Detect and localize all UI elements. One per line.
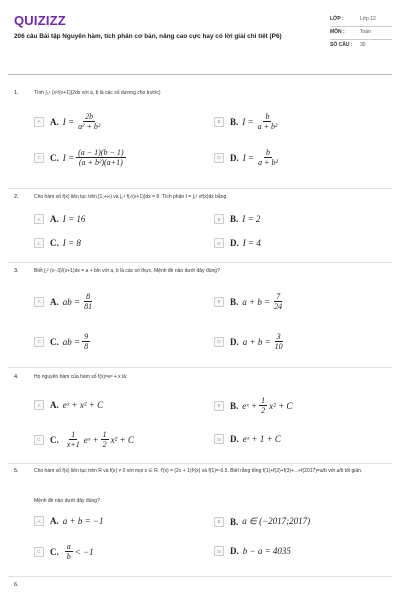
math-lhs: ab = xyxy=(62,296,81,307)
math-post: x² + C xyxy=(269,400,293,411)
option-math xyxy=(63,148,128,167)
option-box[interactable]: D xyxy=(214,337,224,347)
document-title: 206 câu Bài tập Nguyên hàm, tích phân cơ bản, nâng cao cực hay có lời giải chi tiết (P6) xyxy=(14,33,282,40)
option-box[interactable]: D xyxy=(214,434,224,444)
denominator: a + b² xyxy=(257,122,278,131)
fraction xyxy=(256,148,280,167)
denominator: 81 xyxy=(84,302,93,311)
option-b[interactable] xyxy=(214,396,292,415)
math-lhs: I = xyxy=(62,116,75,127)
denominator: b xyxy=(66,552,71,561)
fraction xyxy=(65,542,73,561)
option-box[interactable]: B xyxy=(214,401,224,411)
option-label: A. xyxy=(50,400,59,410)
denominator: 10 xyxy=(274,342,283,351)
option-d[interactable] xyxy=(214,434,281,444)
option-label: B. xyxy=(230,516,239,527)
math-post-2: x² + C xyxy=(110,434,134,445)
option-math: eˣ + x² + C xyxy=(62,400,104,410)
question-divider xyxy=(8,576,392,577)
option-box[interactable]: A xyxy=(34,214,44,224)
fraction xyxy=(82,332,90,351)
option-box[interactable]: C xyxy=(34,435,44,445)
option-math: I = 2 xyxy=(242,214,261,224)
fraction xyxy=(65,430,82,449)
option-a[interactable] xyxy=(34,400,103,410)
question-number: 4. xyxy=(14,374,19,380)
numerator: 9 xyxy=(84,332,89,341)
math-lhs: a + b = xyxy=(242,336,271,347)
fraction-2 xyxy=(101,430,109,449)
question-number: 5. xyxy=(14,468,19,474)
fraction xyxy=(256,112,280,131)
option-box[interactable]: A xyxy=(34,400,44,410)
option-box[interactable]: B xyxy=(214,117,224,127)
option-box[interactable]: C xyxy=(34,238,44,248)
option-label: A. xyxy=(50,516,59,526)
option-label: A. xyxy=(50,214,59,224)
class-label: LỚP : xyxy=(330,16,344,22)
option-math xyxy=(63,332,92,351)
option-box[interactable]: B xyxy=(214,297,224,307)
numerator: 8 xyxy=(86,292,91,301)
question-divider xyxy=(8,188,392,189)
denominator: 2 xyxy=(261,406,266,415)
option-math xyxy=(63,430,134,449)
option-label: D. xyxy=(230,336,239,347)
option-label: C. xyxy=(50,546,59,557)
option-c[interactable] xyxy=(34,542,94,561)
option-box[interactable]: A xyxy=(34,297,44,307)
question-text: Cho hàm số f(x) liên tục trên [1;+∞) và ∫₀³ f(√(x+1))dx = 8. Tích phân I = ∫₁² xf(x)dx bằng xyxy=(34,194,227,200)
question-text: Biết ∫₁² (x−3)/(x+1)dx = a + bln với a, b là các số thực. Mệnh đề nào dưới đây đúng? xyxy=(34,268,220,274)
question-text: Tính ∫₀¹ (x²/(x+1))2dx với a, b là các số dương cho trước) xyxy=(34,90,161,96)
denominator: 8 xyxy=(84,342,89,351)
math-lhs: I = xyxy=(242,116,254,127)
option-label: C. xyxy=(50,336,59,347)
numerator: (a − 1)(b − 1) xyxy=(78,148,124,157)
question-text: Họ nguyên hàm của hàm số f(x)=eˣ + x là: xyxy=(34,374,128,380)
fraction xyxy=(273,332,285,351)
option-label: D. xyxy=(230,434,239,444)
option-math xyxy=(242,292,286,311)
subject-value: Toán xyxy=(360,29,371,35)
numerator: b xyxy=(265,112,270,121)
option-c[interactable] xyxy=(34,238,81,248)
option-box[interactable]: D xyxy=(214,546,224,556)
option-box[interactable]: C xyxy=(34,153,44,163)
option-math: b − a = 4035 xyxy=(242,546,291,556)
option-math: I = 8 xyxy=(62,238,81,248)
question-divider xyxy=(8,367,392,368)
option-label: D. xyxy=(230,546,239,556)
question-number: 2. xyxy=(14,194,19,200)
quizizz-logo[interactable]: QUIZIZZ xyxy=(14,13,66,28)
option-box[interactable]: C xyxy=(34,547,44,557)
option-label: C. xyxy=(50,152,59,163)
option-math: I = 4 xyxy=(242,238,261,248)
option-d[interactable] xyxy=(214,238,261,248)
header-divider xyxy=(8,74,392,75)
option-math xyxy=(63,292,96,311)
option-math xyxy=(242,112,281,131)
option-box[interactable]: B xyxy=(214,517,224,527)
question-5 xyxy=(14,468,392,576)
option-math xyxy=(242,396,292,415)
option-a[interactable] xyxy=(34,292,96,311)
option-math: eˣ + 1 + C xyxy=(242,434,281,444)
meta-box xyxy=(330,14,392,52)
option-math: I = 16 xyxy=(62,214,86,224)
numerator: 7 xyxy=(276,292,281,301)
question-2 xyxy=(14,194,392,264)
option-label: C. xyxy=(50,434,59,445)
math-lhs: I = xyxy=(62,152,75,163)
numerator: 1 xyxy=(102,430,107,439)
denominator: x+1 xyxy=(66,440,80,449)
option-b[interactable] xyxy=(214,214,260,224)
denominator: (a + b²)(a+1) xyxy=(78,158,123,167)
meta-subject-row xyxy=(330,27,392,40)
option-a[interactable] xyxy=(34,214,85,224)
subject-label: MÔN : xyxy=(330,29,345,35)
option-math: a + b = −1 xyxy=(62,516,104,526)
option-label: C. xyxy=(50,238,59,248)
option-math xyxy=(243,332,287,351)
option-b[interactable] xyxy=(214,112,281,131)
numerator: b xyxy=(265,148,270,157)
option-a[interactable] xyxy=(34,112,104,131)
count-label: SỐ CÂU : xyxy=(330,42,353,48)
denominator: 2 xyxy=(102,440,107,449)
meta-class-row xyxy=(330,14,392,27)
question-number: 6. xyxy=(14,582,19,588)
question-text: Cho hàm số f(x) liên tục trên R và f(x) ≠ 0 với mọi x ∈ R. f′(x) = (2x + 1)f²(x) và f(1)=-0,5. Biết rằng tổng f(1)+f(2)+f(3)+...+f(2017)=a/b với a/b tối giản. xyxy=(34,468,363,474)
option-box[interactable]: D xyxy=(214,238,224,248)
option-label: B. xyxy=(230,296,239,307)
option-d[interactable] xyxy=(214,148,282,167)
question-divider xyxy=(8,463,392,464)
question-number: 3. xyxy=(14,268,19,274)
question-1 xyxy=(14,90,392,190)
option-label: B. xyxy=(230,214,239,224)
question-number: 1. xyxy=(14,90,19,96)
option-label: A. xyxy=(50,116,59,127)
math-lhs: a + b = xyxy=(242,296,271,307)
denominator: a² + b² xyxy=(78,122,101,131)
fraction xyxy=(76,112,102,131)
option-label: D. xyxy=(230,152,239,163)
numerator: 3 xyxy=(276,332,281,341)
option-math xyxy=(63,112,105,131)
meta-count-row xyxy=(330,40,392,52)
option-d[interactable] xyxy=(214,332,287,351)
option-b[interactable] xyxy=(214,292,286,311)
question-divider xyxy=(8,262,392,263)
option-box[interactable]: C xyxy=(34,337,44,347)
numerator: 1 xyxy=(261,396,266,405)
option-label: A. xyxy=(50,296,59,307)
numerator: 1 xyxy=(71,430,76,439)
question-3 xyxy=(14,268,392,368)
option-b[interactable] xyxy=(214,516,310,527)
fraction xyxy=(259,396,267,415)
option-box[interactable]: D xyxy=(214,153,224,163)
option-box[interactable]: A xyxy=(34,117,44,127)
math-lhs: ab = xyxy=(62,336,81,347)
math-lhs: I = xyxy=(242,152,255,163)
option-d[interactable] xyxy=(214,546,291,556)
question-4 xyxy=(14,374,392,460)
fraction xyxy=(82,292,94,311)
denominator: a + b² xyxy=(258,158,278,167)
option-math xyxy=(63,542,94,561)
class-value: Lớp 12 xyxy=(360,16,376,22)
math-post: eˣ + xyxy=(83,434,99,445)
question-6 xyxy=(14,582,392,596)
denominator: 24 xyxy=(274,302,283,311)
option-label: D. xyxy=(230,238,239,248)
count-value: 30 xyxy=(360,42,366,48)
option-math: a ∈ (−2017;2017) xyxy=(242,516,311,526)
fraction xyxy=(272,292,284,311)
math-pre: eˣ + xyxy=(242,400,258,411)
option-label: B. xyxy=(230,400,239,411)
option-label: B. xyxy=(230,116,239,127)
option-box[interactable]: A xyxy=(34,516,44,526)
numerator: 2b xyxy=(85,112,94,121)
option-math xyxy=(243,148,282,167)
numerator: a xyxy=(66,542,71,551)
fraction xyxy=(76,148,125,167)
option-a[interactable] xyxy=(34,516,103,526)
math-post: < −1 xyxy=(74,546,94,557)
question-subtext: Mệnh đề nào dưới đây đúng? xyxy=(34,498,100,504)
option-c[interactable] xyxy=(34,148,128,167)
option-c[interactable] xyxy=(34,332,92,351)
option-c[interactable] xyxy=(34,430,134,449)
option-box[interactable]: B xyxy=(214,214,224,224)
